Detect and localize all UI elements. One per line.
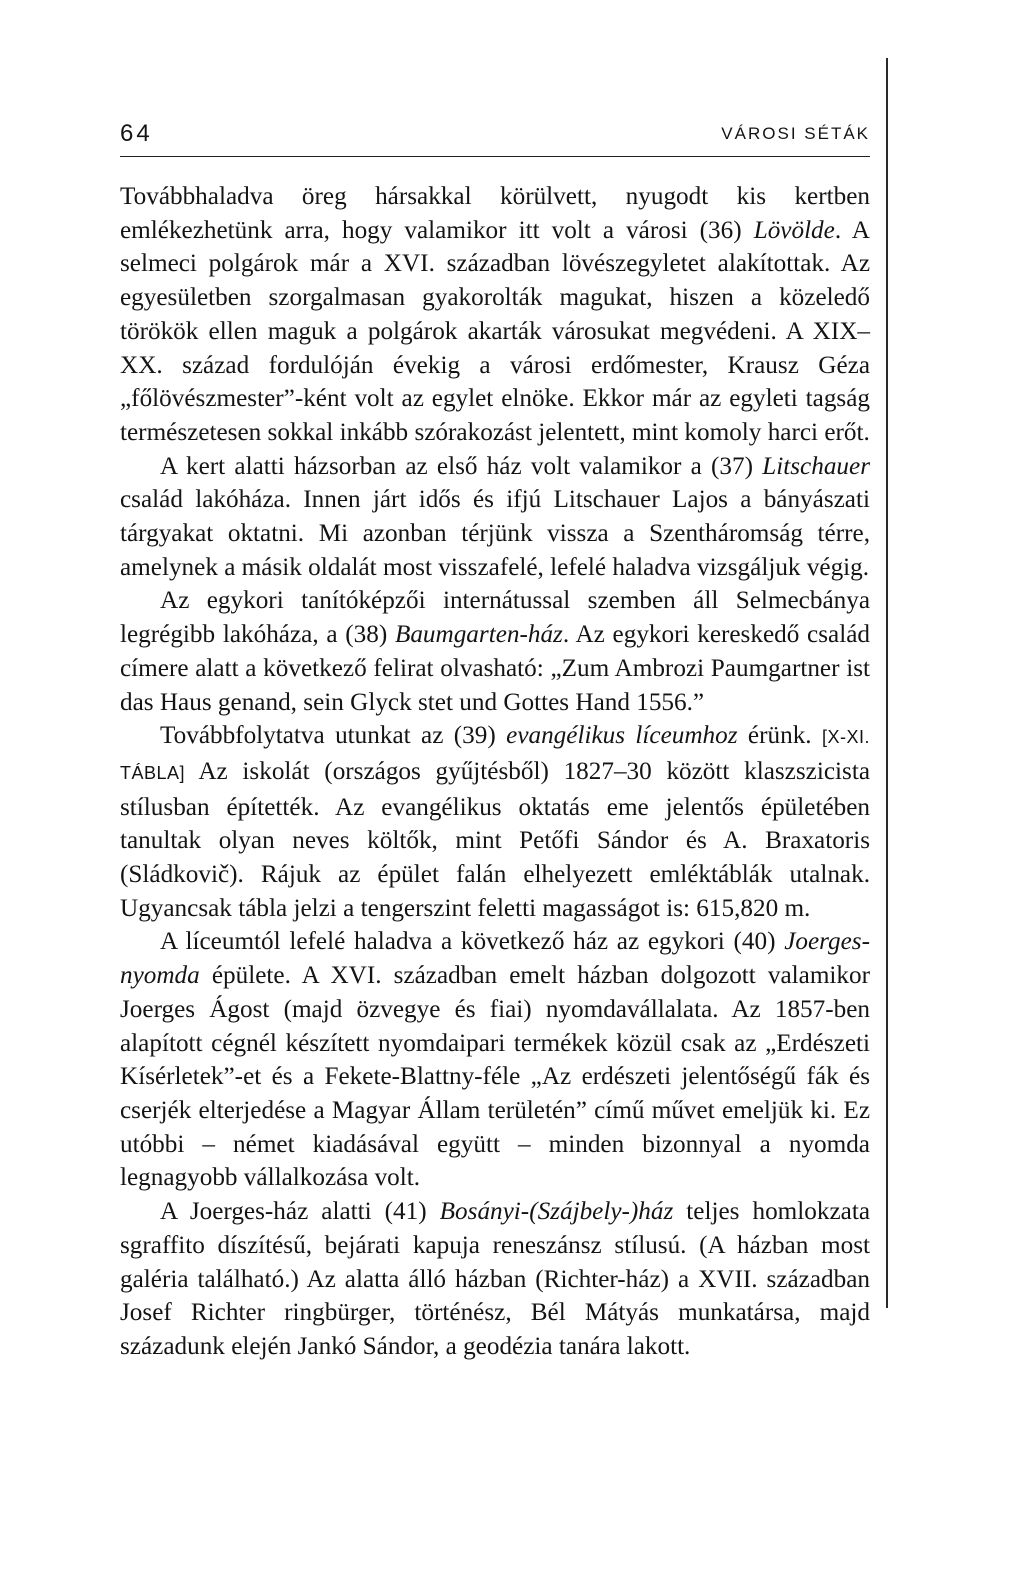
paragraph-text: épülete. A XVI. században emelt házban dolgozott valamikor Joerges Ágost (majd özvegye és fiai) nyomdavállalata. Az 1857-ben alapított cégnél készített nyomdaipari termékek közül csak az „Erdészeti Kísérletek”-et és a Fekete-Blattny-féle „Az erdészeti jelentőségű fák és cserjék elterjedése a Magyar Állam területén” című művet emeljük ki. Ez utóbbi – német kiadásával együtt – minden bizonnyal a nyomda legnagyobb vállalkozása volt. <box>120 962 870 1192</box>
paragraph-text: érünk. <box>737 722 822 750</box>
paragraph-litschauer <box>120 450 870 585</box>
place-name: Lövölde <box>753 216 835 244</box>
paragraph-text: A líceumtól lefelé haladva a következő ház az egykori (40) <box>160 928 785 956</box>
paragraph-text: A Joerges-ház alatti (41) <box>160 1198 440 1226</box>
plate-reference: [X-XI. TÁBLA] <box>120 727 870 783</box>
paragraph-text: Az iskolát (országos gyűjtésből) 1827–30 között klaszszicista stílusban építették. Az evangélikus oktatás eme jelentős épületében tanultak olyan neves költők, mint Petőfi Sándor és A. Braxatoris (Sládkovič). Rájuk az épület falán elhelyezett emléktáblák utalnak. Ugyancsak tábla jelzi a tengerszint feletti magasságot is: 615,820 m. <box>120 757 870 922</box>
place-name: Litschauer <box>762 452 870 480</box>
paragraph-bosanyi <box>120 1195 870 1364</box>
paragraph-text: Továbbhaladva öreg hársakkal körülvett, nyugodt kis kertben emlékezhetünk arra, hogy valamikor itt volt a városi (36) <box>120 183 870 244</box>
body-text <box>120 180 870 1364</box>
paragraph-text: . Az egykori kereskedő család címere alatt a következő felirat olvasható: „Zum Ambrozi Paumgartner ist das Haus genand, sein Glyck stet und Gottes Hand 1556.” <box>120 621 870 716</box>
paragraph-text: Továbbfolytatva utunkat az (39) <box>160 722 507 750</box>
paragraph-text: teljes homlokzata sgraffito díszítésű, bejárati kapuja reneszánsz stílusú. (A házban most galéria található.) Az alatta álló házban (Richter-ház) a XVII. században Josef Richter ringbürger, történész, Bél Mátyás munkatársa, majd századunk elején Jankó Sándor, a geodézia tanára lakott. <box>120 1198 870 1360</box>
place-name: Joerges-nyomda <box>120 928 870 990</box>
page-header <box>120 120 870 157</box>
place-name: Bosányi-(Szájbely-)ház <box>439 1198 674 1226</box>
paragraph-text: család lakóháza. Innen járt idős és ifjú Litschauer Lajos a bányászati tárgyakat oktatni. Mi azonban térjünk vissza a Szentháromság térre, amelynek a másik oldalát most visszafelé, lefelé haladva vizsgáljuk végig. <box>120 486 870 581</box>
running-head: VÁROSI SÉTÁK <box>721 124 870 143</box>
paragraph-text: Az egykori tanítóképzői internátussal szemben áll Selmecbánya legrégibb lakóháza, a (38) <box>120 587 870 649</box>
paragraph-text: . A selmeci polgárok már a XVI. században lövészegyletet alakítottak. Az egyesületben szorgalmasan gyakorolták magukat, hiszen a közeledő törökök ellen maguk a polgárok akarták városukat megvédeni. A XIX–XX. század fordulóján évekig a városi erdőmester, Krausz Géza „főlövészmester”-ként volt az egylet elnöke. Ekkor már az egyleti tagság természetesen sokkal inkább szórakozást jelentett, mint komoly harci erőt. <box>120 216 870 446</box>
paragraph-liceum <box>120 719 870 925</box>
page-edge-line <box>886 58 888 1308</box>
paragraph-lovolde <box>120 180 870 450</box>
paragraph-joerges <box>120 925 870 1195</box>
page-number: 64 <box>120 120 153 147</box>
paragraph-baumgarten <box>120 584 870 719</box>
place-name: Baumgarten-ház <box>394 621 563 649</box>
paragraph-text: A kert alatti házsorban az első ház volt valamikor a (37) <box>160 452 763 480</box>
place-name: evangélikus líceumhoz <box>506 722 738 750</box>
